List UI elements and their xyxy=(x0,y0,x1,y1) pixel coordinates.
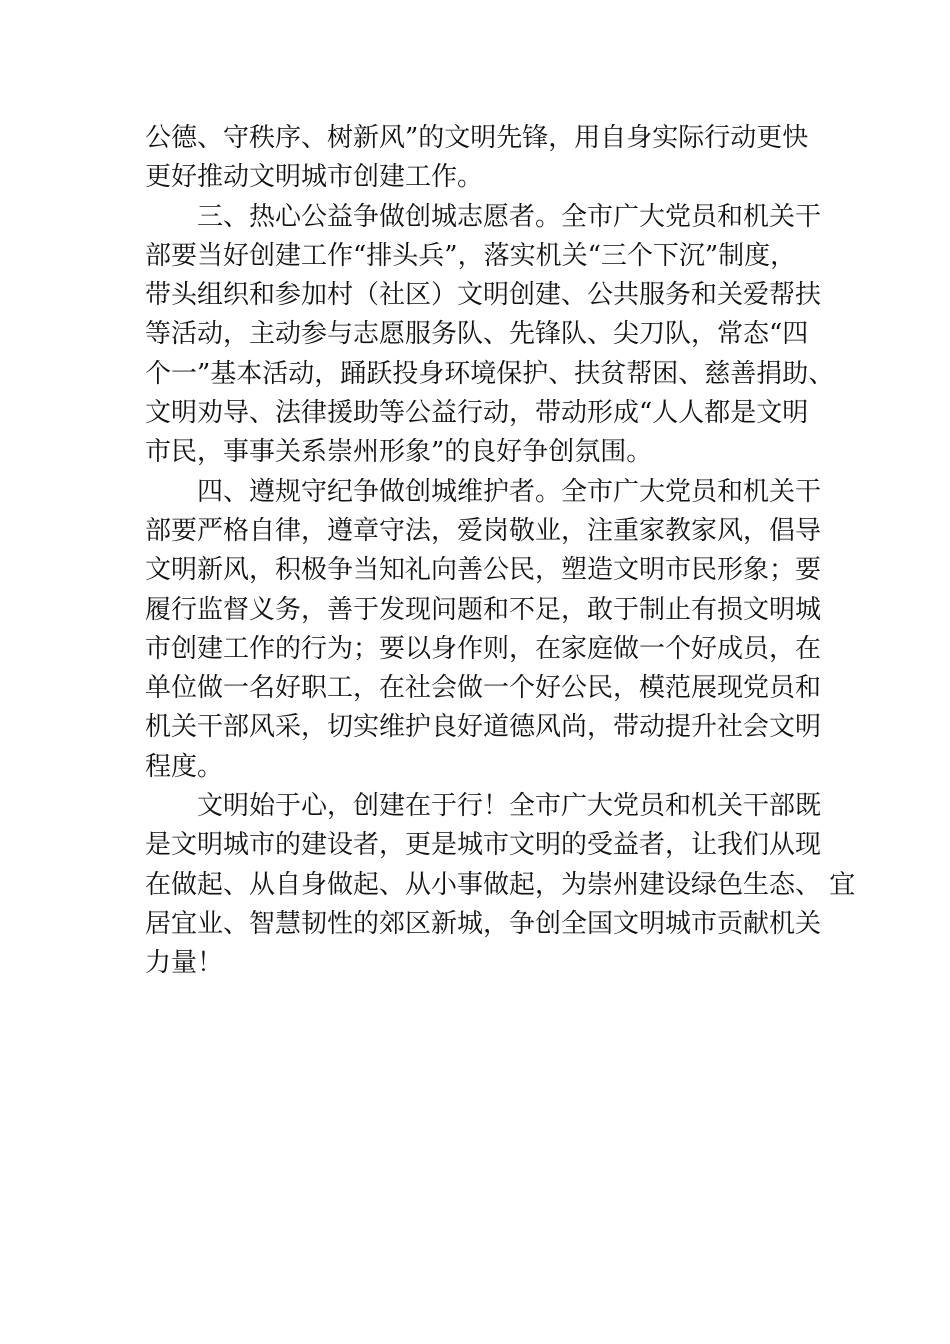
text-line: 文明新风，积极争当知礼向善公民，塑造文明市民形象；要 xyxy=(145,555,822,586)
text-line: 公德、守秩序、树新风”的文明先锋，用自身实际行动更快 xyxy=(145,123,809,153)
text-line: 部要当好创建工作“排头兵”，落实机关“三个下沉”制度， xyxy=(145,240,797,271)
text-line: 居宜业、智慧韧性的郊区新城，争创全国文明城市贡献机关 xyxy=(145,908,822,939)
text-line: 四、遵规守纪争做创城维护者。全市广大党员和机关干 xyxy=(145,476,822,507)
text-line: 文明劝导、法律援助等公益行动，带动形成“人人都是文明 xyxy=(145,398,809,429)
text-line: 机关干部风采，切实维护良好道德风尚，带动提升社会文明 xyxy=(145,712,822,743)
text-line: 等活动，主动参与志愿服务队、先锋队、尖刀队，常态“四 xyxy=(145,319,809,350)
text-line: 力量！ xyxy=(145,948,224,979)
text-line: 文明始于心，创建在于行！全市广大党员和机关干部既 xyxy=(145,791,822,822)
text-line: 三、热心公益争做创城志愿者。全市广大党员和机关干 xyxy=(145,201,822,232)
text-line: 单位做一名好职工，在社会做一个好公民，模范展现党员和 xyxy=(145,673,822,704)
text-line: 更好推动文明城市创建工作。 xyxy=(145,162,484,193)
text-line: 带头组织和参加村（社区）文明创建、公共服务和关爱帮扶 xyxy=(145,280,822,311)
document-body xyxy=(145,119,856,984)
text-line: 个一”基本活动，踊跃投身环境保护、扶贫帮困、慈善捐助、 xyxy=(145,358,835,389)
text-line: 市创建工作的行为；要以身作则，在家庭做一个好成员，在 xyxy=(145,633,822,664)
text-line: 部要严格自律，遵章守法，爱岗敬业，注重家教家风，倡导 xyxy=(145,515,822,546)
text-line: 程度。 xyxy=(145,751,224,782)
text-line: 在做起、从自身做起、从小事做起，为崇州建设绿色生态、 宜 xyxy=(145,869,856,900)
text-line: 市民，事事关系崇州形象”的良好争创氛围。 xyxy=(145,437,653,468)
text-line: 是文明城市的建设者，更是城市文明的受益者，让我们从现 xyxy=(145,830,822,861)
text-line: 履行监督义务，善于发现问题和不足，敢于制止有损文明城 xyxy=(145,594,822,625)
